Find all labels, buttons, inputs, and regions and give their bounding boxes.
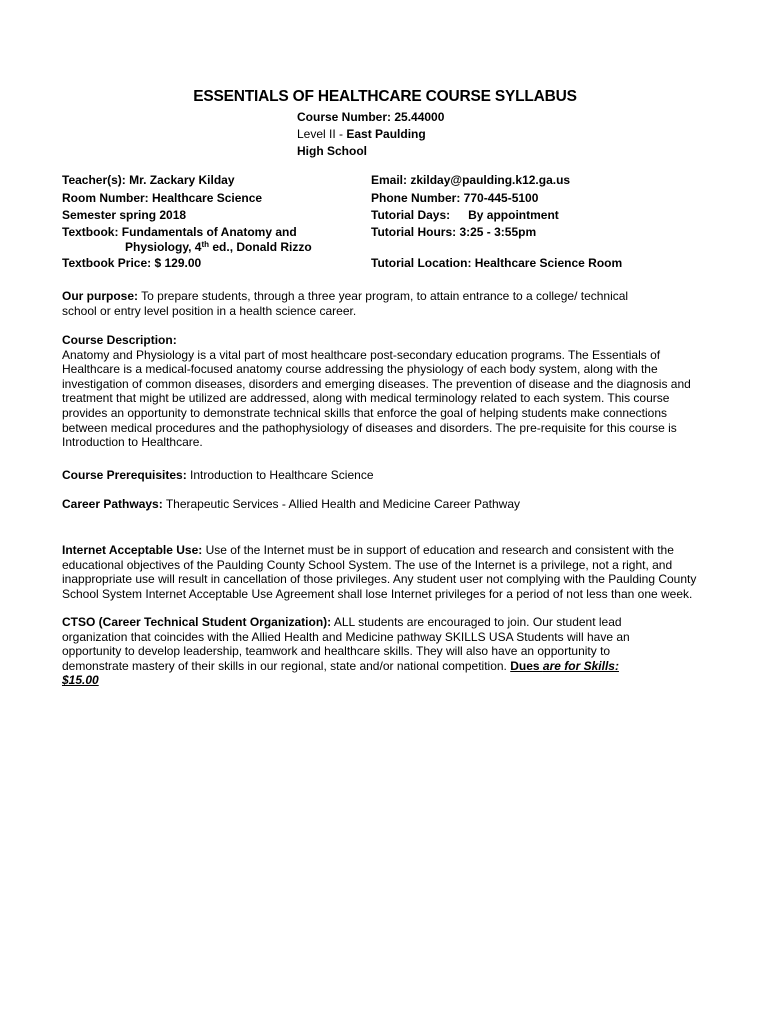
course-description-label: Course Description: <box>62 333 177 347</box>
ctso-line: opportunity to develop leadership, teamwork and healthcare skills. They will also have an opportunity to <box>62 644 611 659</box>
tutorial-days <box>371 208 559 222</box>
career-pathways-text: Therapeutic Services - Allied Health and Medicine Career Pathway <box>162 497 521 511</box>
teacher: Teacher(s): Mr. Zackary Kilday <box>62 173 235 187</box>
career-pathways-section <box>62 497 770 512</box>
course-description-section <box>62 333 770 450</box>
tutorial-days-value: By appointment <box>468 208 559 222</box>
textbook: Textbook: Fundamentals of Anatomy and <box>62 225 297 239</box>
email: Email: zkilday@paulding.k12.ga.us <box>371 173 571 187</box>
level-line <box>297 127 426 141</box>
page-title: ESSENTIALS OF HEALTHCARE COURSE SYLLABUS <box>193 88 577 105</box>
tutorial-location: Tutorial Location: Healthcare Science Room <box>371 256 623 270</box>
dues-amount: $15.00 <box>62 673 99 688</box>
prerequisites-label: Course Prerequisites: <box>62 468 187 482</box>
course-description-line: treatment that might be utilized are addressed, along with medical terminology related to each system. This course <box>62 391 670 406</box>
phone-number: Phone Number: 770-445-5100 <box>371 191 539 205</box>
ctso-section <box>62 615 770 688</box>
prerequisites-text: Introduction to Healthcare Science <box>186 468 374 482</box>
tutorial-days-label: Tutorial Days: <box>371 208 451 222</box>
course-description-line: Healthcare is a medical-focused anatomy course addressing the physiology of each body system, along with the <box>62 362 658 377</box>
internet-use-line: inappropriate use will result in cancellation of those privileges. Any student user not complying with the Paulding County <box>62 572 697 587</box>
textbook-author: ed., Donald Rizzo <box>209 240 312 254</box>
edition-suffix: th <box>201 240 210 249</box>
internet-use-line: School System Internet Acceptable Use Agreement shall lose Internet privileges for a period of not less than one week. <box>62 586 693 601</box>
purpose-text-line2: school or entry level position in a health science career. <box>62 303 357 318</box>
ctso-line-dues <box>62 659 770 674</box>
semester: Semester spring 2018 <box>62 208 187 222</box>
room-number: Room Number: Healthcare Science <box>62 191 263 205</box>
dues-label: Dues <box>510 658 543 673</box>
tutorial-hours: Tutorial Hours: 3:25 - 3:55pm <box>371 225 537 239</box>
course-description-line: between medical procedures and the pathophysiology of diseases and disorders. The pre-requisite for this course is <box>62 420 677 435</box>
course-description-line: Anatomy and Physiology is a vital part of most healthcare post-secondary education programs. The Essentials of <box>62 347 661 362</box>
course-description-line: Introduction to Healthcare. <box>62 435 203 450</box>
level-school: East Paulding <box>346 127 426 141</box>
school-line: High School <box>297 144 367 158</box>
prerequisites-section <box>62 468 770 483</box>
internet-use-text: Use of the Internet must be in support of education and research and consistent with the <box>202 543 674 557</box>
ctso-label: CTSO (Career Technical Student Organization): <box>62 615 332 629</box>
ctso-line-text: demonstrate mastery of their skills in our regional, state and/or national competition. <box>62 658 511 673</box>
course-description-line: investigation of common diseases, disorders and emerging diseases. The prevention of disease and the diagnosis and <box>62 376 691 391</box>
ctso-text: ALL students are encouraged to join. Our student lead <box>331 615 622 629</box>
ctso-line: organization that coincides with the Allied Health and Medicine pathway SKILLS USA Students will have an <box>62 629 630 644</box>
course-number: Course Number: 25.44000 <box>297 110 445 124</box>
purpose-label: Our purpose: <box>62 289 139 303</box>
career-pathways-label: Career Pathways: <box>62 497 163 511</box>
course-description-line: provides an opportunity to demonstrate technical skills that enforce the goal of helping students make connections <box>62 405 668 420</box>
textbook-price: Textbook Price: $ 129.00 <box>62 256 202 270</box>
textbook-line2 <box>125 240 312 254</box>
internet-use-section <box>62 543 770 601</box>
purpose-text: To prepare students, through a three year program, to attain entrance to a college/ technical <box>138 289 629 303</box>
dues-for-skills: are for Skills: <box>542 658 619 673</box>
internet-use-label: Internet Acceptable Use: <box>62 543 203 557</box>
purpose-section <box>62 289 770 318</box>
internet-use-line: educational objectives of the Paulding County School System. The use of the Internet is a privilege, not a right, and <box>62 557 673 572</box>
dues-note <box>510 659 639 673</box>
textbook-title-end: Physiology, 4 <box>125 240 202 254</box>
level-prefix: Level II - <box>297 127 347 141</box>
